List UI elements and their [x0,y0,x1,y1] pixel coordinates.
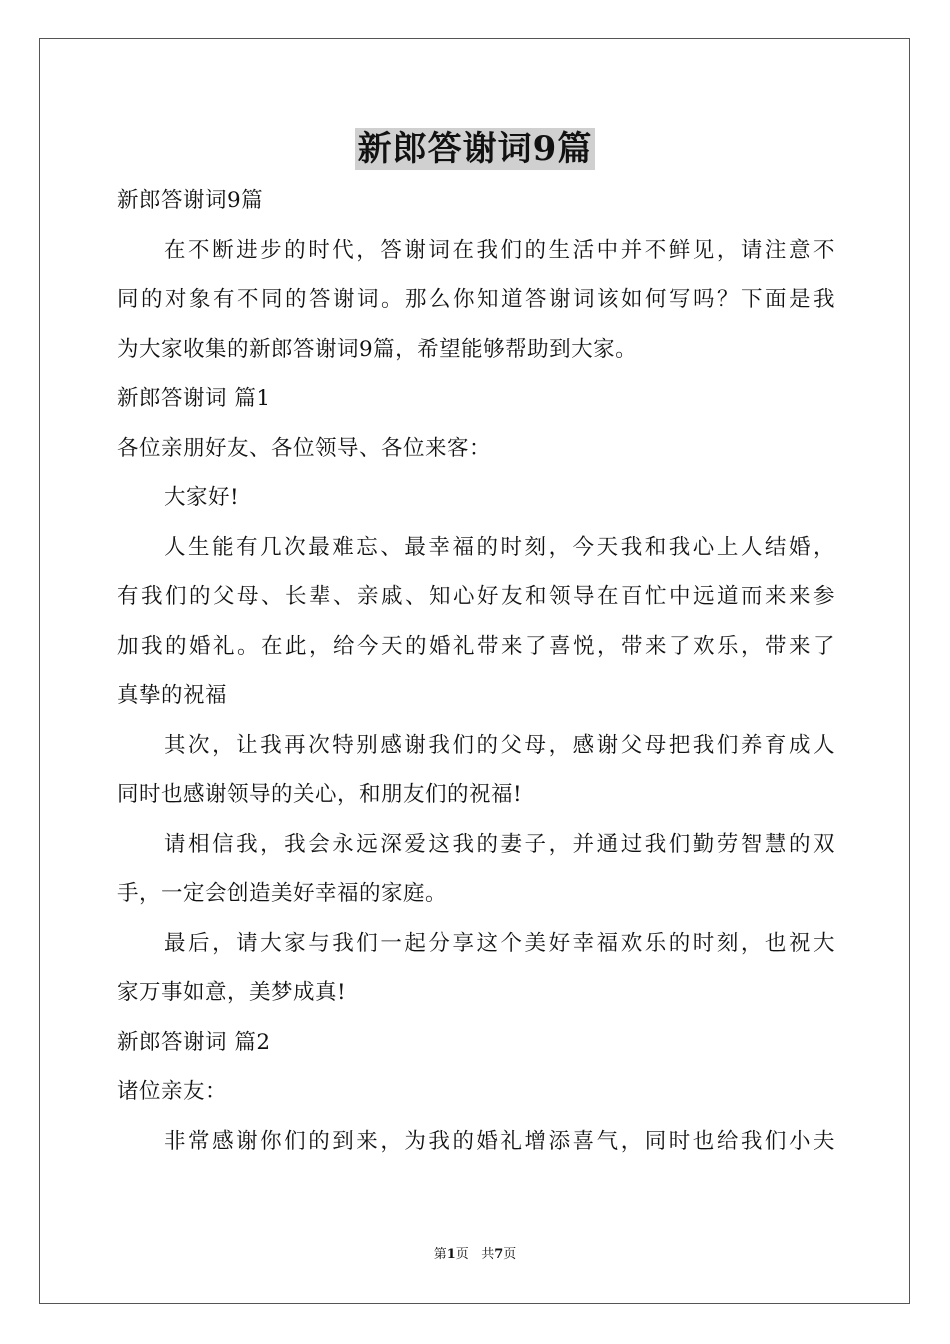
text-line: 加我的婚礼。在此，给今天的婚礼带来了喜悦，带来了欢乐，带来了 [117,633,835,659]
page-footer [0,1246,950,1264]
total-prefix: 共 [481,1247,495,1262]
text-line: 同的对象有不同的答谢词。那么你知道答谢词该如何写吗？下面是我 [117,287,835,312]
page-suffix: 页 [455,1247,469,1262]
text-line: 家万事如意，美梦成真! [117,980,347,1005]
text-line: 人生能有几次最难忘、最幸福的时刻，今天我和我心上人结婚， [164,534,835,560]
text-line: 大家好! [164,485,240,510]
total-suffix: 页 [503,1247,517,1262]
text-line: 非常感谢你们的到来，为我的婚礼增添喜气，同时也给我们小夫 [164,1128,835,1154]
text-line: 同时也感谢领导的关心，和朋友们的祝福! [117,782,523,807]
document-body [117,176,835,1166]
text-line: 新郎答谢词 篇2 [117,1029,271,1055]
text-line: 在不断进步的时代，答谢词在我们的生活中并不鲜见，请注意不 [164,237,835,263]
text-line: 手，一定会创造美好幸福的家庭。 [117,881,448,906]
text-line: 其次，让我再次特别感谢我们的父母，感谢父母把我们养育成人 [164,732,835,758]
title-container [0,128,950,170]
document-title: 新郎答谢词9篇 [355,128,596,170]
text-line: 为大家收集的新郎答谢词9篇，希望能够帮助到大家。 [117,336,638,362]
page-prefix: 第 [433,1247,447,1262]
total-pages: 7 [494,1247,504,1262]
text-line: 有我们的父母、长辈、亲戚、知心好友和领导在百忙中远道而来来参 [117,584,835,609]
text-line: 请相信我，我会永远深爱这我的妻子，并通过我们勤劳智慧的双 [164,831,835,857]
text-line: 最后，请大家与我们一起分享这个美好幸福欢乐的时刻，也祝大 [164,930,835,956]
text-line: 各位亲朋好友、各位领导、各位来客： [117,435,492,461]
text-line: 新郎答谢词 篇1 [117,386,271,411]
text-line: 诸位亲友： [117,1079,228,1104]
text-line: 真挚的祝福 [117,683,228,708]
page-number: 1 [446,1247,456,1262]
text-line: 新郎答谢词9篇 [117,188,264,213]
